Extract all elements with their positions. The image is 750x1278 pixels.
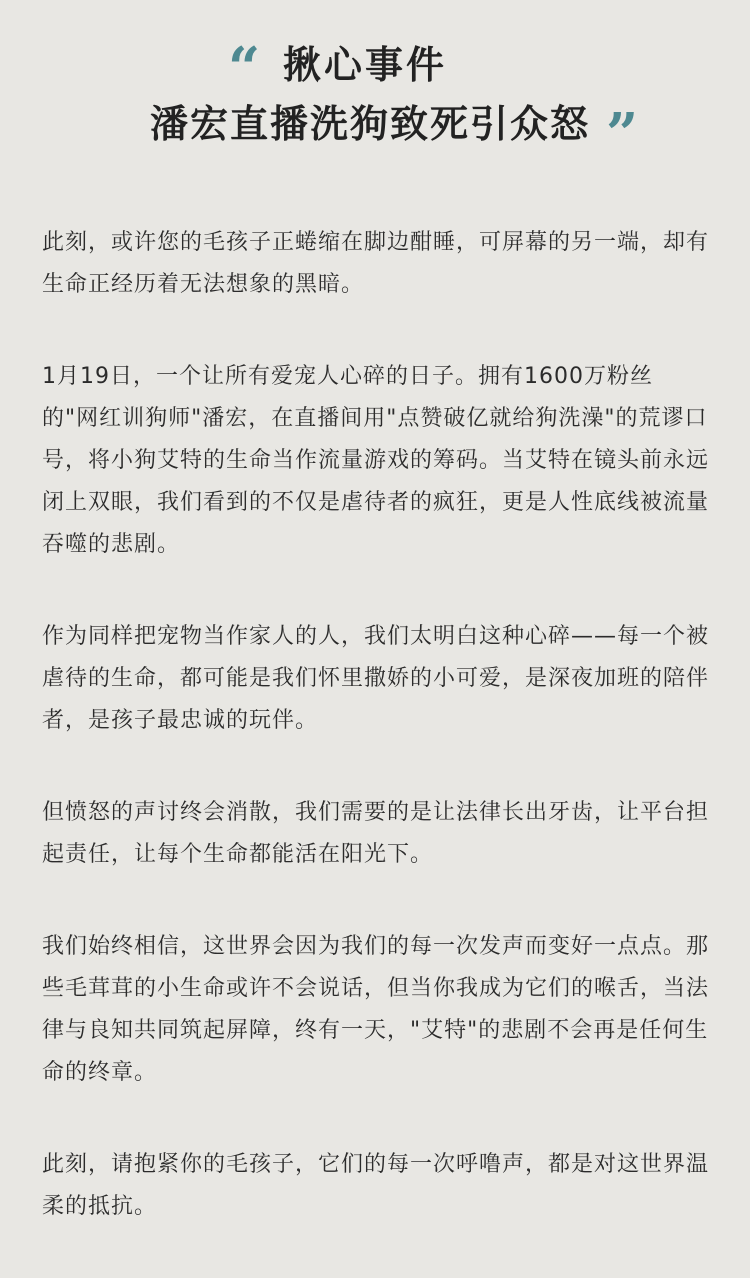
paragraph-2: 1月19日，一个让所有爱宠人心碎的日子。拥有1600万粉丝的"网红训狗师"潘宏，在直播间用"点赞破亿就给狗洗澡"的荒谬口号，将小狗艾特的生命当作流量游戏的筹码。当艾特在镜头前永远闭上双眼，我们看到的不仅是虐待者的疯狂，更是人性底线被流量吞噬的悲剧。 [42,364,710,557]
paragraph-5: 我们始终相信，这世界会因为我们的每一次发声而变好一点点。那些毛茸茸的小生命或许不会说话，但当你我成为它们的喉舌，当法律与良知共同筑起屏障，终有一天，"艾特"的悲剧不会再是任何生命的终章。 [42,934,710,1085]
open-quote-icon: “ [228,35,257,101]
headline-line-2: 潘宏直播洗狗致死引众怒 [150,102,591,146]
headline-line-1: 揪心事件 [283,43,448,87]
paragraph-1: 此刻，或许您的毛孩子正蜷缩在脚边酣睡，可屏幕的另一端，却有生命正经历着无法想象的黑暗。 [42,230,710,297]
paragraph-4: 但愤怒的声讨终会消散，我们需要的是让法律长出牙齿，让平台担起责任，让每个生命都能活在阳光下。 [42,800,710,867]
article-body [42,222,710,1278]
paragraph-3: 作为同样把宠物当作家人的人，我们太明白这种心碎——每一个被虐待的生命，都可能是我们怀里撒娇的小可爱，是深夜加班的陪伴者，是孩子最忠诚的玩伴。 [42,624,710,733]
paragraph-6: 此刻，请抱紧你的毛孩子，它们的每一次呼噜声，都是对这世界温柔的抵抗。 [42,1152,710,1219]
close-quote-icon: ” [606,101,635,167]
article-header [0,0,750,180]
